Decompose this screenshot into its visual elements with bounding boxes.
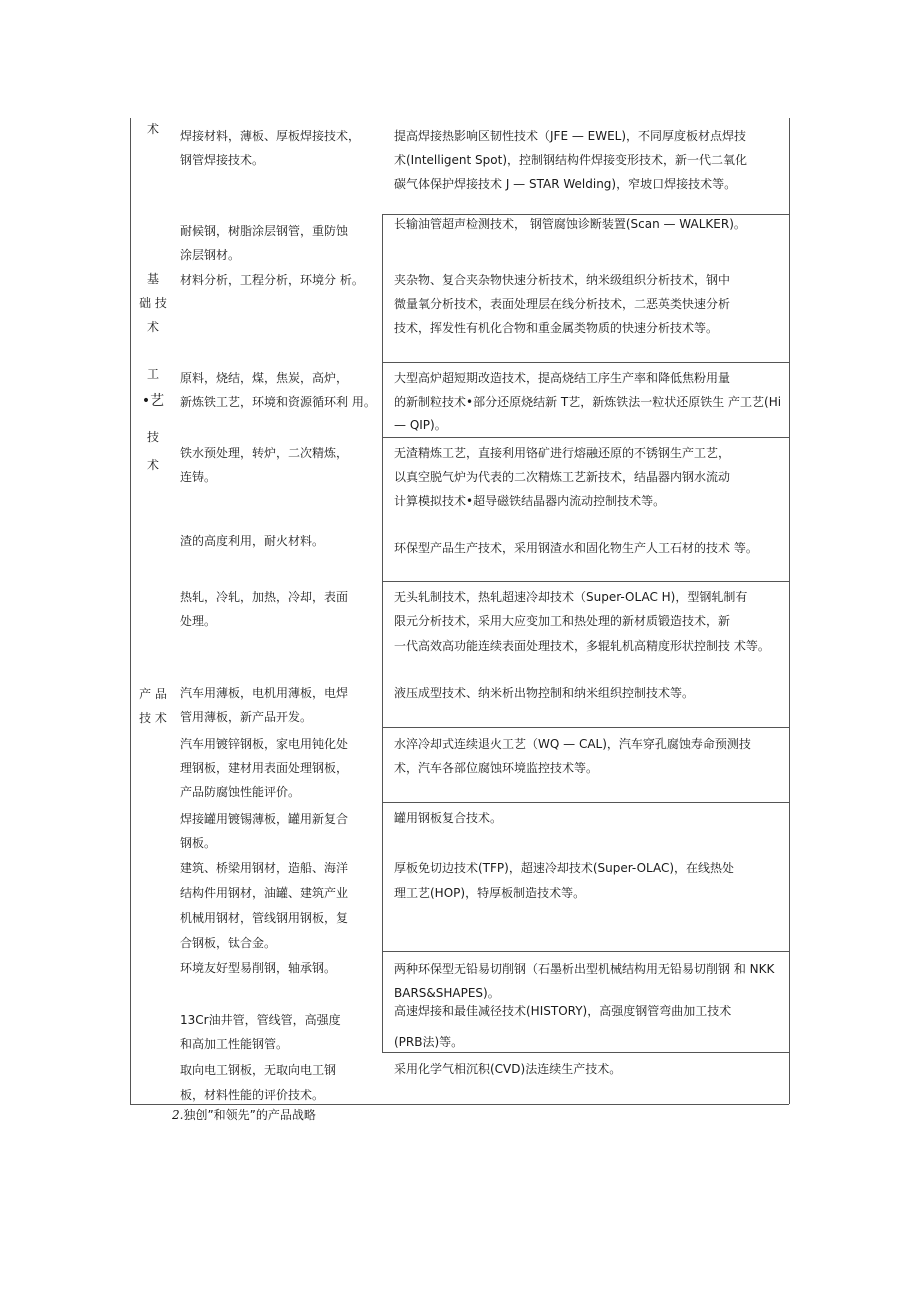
row-rule: [382, 362, 789, 363]
mid-cell-line: 合钢板，钛合金。: [180, 936, 277, 950]
right-cell-line: 罐用钢板复合技术。: [394, 811, 503, 825]
category-product-2: 技 术: [139, 711, 167, 725]
right-cell-line: 两种环保型无铅易切削钢（石墨析出型机械结构用无铅易切削钢 和 NKK: [394, 962, 775, 976]
mid-cell-line: 结构件用钢材，油罐、建筑产业: [180, 886, 349, 900]
category-process-3: 技: [146, 430, 159, 444]
mid-cell-line: 涂层钢材。: [180, 248, 241, 262]
row-rule: [382, 802, 789, 803]
mid-cell-line: 板，材料性能的评价技术。: [180, 1088, 325, 1102]
column-divider: [382, 214, 383, 1052]
mid-cell-line: 环境友好型易削钢，轴承钢。: [180, 961, 337, 975]
mid-cell-line: 建筑、桥梁用钢材，造船、海洋: [180, 861, 349, 875]
mid-cell-line: 产品防腐蚀性能评价。: [180, 785, 301, 799]
table-right-border: [789, 118, 790, 1104]
mid-cell-line: 耐候钢，树脂涂层钢管，重防蚀: [180, 224, 349, 238]
row-rule: [382, 951, 789, 952]
category-product-1: 产 品: [139, 687, 167, 701]
category-process-4: 术: [146, 458, 159, 472]
mid-cell-line: 机械用钢材，管线钢用钢板，复: [180, 911, 349, 925]
mid-cell-line: 焊接材料，薄板、厚板焊接技术，: [180, 129, 361, 143]
mid-cell-line: 新炼铁工艺，环境和资源循环利 用。: [180, 395, 376, 409]
mid-cell-line: 13Cr油井管，管线管，高强度: [180, 1013, 341, 1027]
mid-cell-line: 铁水预处理，转炉，二次精炼，: [180, 446, 349, 460]
mid-cell-line: 渣的高度利用，耐火材料。: [180, 534, 325, 548]
category-basic-2: 础 技: [139, 296, 167, 310]
category-process-1: 工: [146, 367, 159, 381]
mid-cell-line: 钢板。: [180, 836, 217, 850]
right-cell-line: 一代高效高功能连续表面处理技术，多辊轧机高精度形状控制技 术等。: [394, 639, 770, 653]
category-cont-label: 术: [146, 122, 159, 136]
mid-cell-line: 钢管焊接技术。: [180, 153, 265, 167]
right-cell-line: 水淬冷却式连续退火工艺（WQ — CAL)，汽车穿孔腐蚀寿命预测技: [394, 737, 751, 751]
mid-cell-line: 和高加工性能钢管。: [180, 1037, 289, 1051]
mid-cell-line: 汽车用镀锌钢板，家电用钝化处: [180, 737, 349, 751]
right-cell-line: 术，汽车各部位腐蚀环境监控技术等。: [394, 761, 599, 775]
right-cell-line: 微量氧分析技术，表面处理层在线分析技术，二恶英类快速分析: [394, 297, 731, 311]
right-cell-line: 的新制粒技术•部分还原烧结新 T艺，新炼铁法一粒状还原铁生 产工艺(Hi: [394, 395, 782, 409]
right-cell-line: 液压成型技术、纳米析出物控制和纳米组织控制技术等。: [394, 686, 695, 700]
category-process-2: •艺: [141, 393, 165, 409]
mid-cell-line: 热轧，冷轧，加热，冷却，表面: [180, 590, 349, 604]
caption-number: 2.: [172, 1108, 184, 1122]
mid-cell-line: 管用薄板，新产品开发。: [180, 710, 313, 724]
mid-cell-line: 理钢板，建材用表面处理钢板，: [180, 761, 349, 775]
right-cell-line: 术(Intelligent Spot)，控制钢结构件焊接变形技术，新一代二氧化: [394, 153, 748, 167]
right-cell-line: 厚板免切边技术(TFP)，超速冷却技术(Super-OLAC)，在线热处: [394, 861, 735, 875]
mid-cell-line: 焊接罐用镀锡薄板，罐用新复合: [180, 812, 349, 826]
right-cell-line: 以真空脱气炉为代表的二次精炼工艺新技术，结晶器内钢水流动: [394, 470, 731, 484]
right-cell-line: BARS&SHAPES)。: [394, 986, 500, 1000]
mid-cell-line: 材料分析，工程分析，环境分 析。: [180, 273, 364, 287]
mid-cell-line: 取向电工钢板，无取向电工钢: [180, 1063, 337, 1077]
right-cell-line: 采用化学气相沉积(CVD)法连续生产技术。: [394, 1062, 622, 1076]
right-cell-line: 技术，挥发性有机化合物和重金属类物质的快速分析技术等。: [394, 321, 719, 335]
right-cell-line: 无头轧制技术，热轧超速冷却技术（Super-OLAC H)，型钢轧制有: [394, 590, 748, 604]
table-left-border: [130, 118, 131, 1104]
mid-cell-line: 处理。: [180, 614, 217, 628]
right-cell-line: 高速焊接和最佳减径技术(HISTORY)，高强度钢管弯曲加工技术: [394, 1004, 732, 1018]
right-cell-line: 限元分析技术，采用大应变加工和热处理的新材质锻造技术，新: [394, 614, 731, 628]
right-cell-line: (PRB法)等。: [394, 1035, 464, 1049]
row-rule: [382, 437, 789, 438]
row-rule: [382, 581, 789, 582]
mid-cell-line: 原料，烧结，煤，焦炭，高炉，: [180, 371, 349, 385]
right-cell-line: 环保型产品生产技术，采用钢渣水和固化物生产人工石材的技术 等。: [394, 541, 758, 555]
right-cell-line: 计算模拟技术•超导磁铁结晶器内流动控制技术等。: [394, 494, 666, 508]
right-cell-line: 无渣精炼工艺，直接利用铬矿进行熔融还原的不锈钢生产工艺，: [394, 446, 731, 460]
category-basic-1: 基: [146, 272, 159, 286]
right-cell-line: 碳气体保护焊接技术 J — STAR Welding)，窄坡口焊接技术等。: [394, 177, 737, 191]
mid-cell-line: 连铸。: [180, 470, 217, 484]
caption-text: 独创”和领先”的产品战略: [183, 1108, 316, 1122]
mid-cell-line: 汽车用薄板，电机用薄板，电焊: [180, 686, 349, 700]
right-cell-line: 大型高炉超短期改造技术，提高烧结工序生产率和降低焦粉用量: [394, 371, 731, 385]
right-cell-line: 理工艺(HOP)，特厚板制造技术等。: [394, 886, 586, 900]
row-rule: [382, 727, 789, 728]
right-cell-line: — QIP)。: [394, 418, 447, 432]
section-caption: [172, 1106, 316, 1124]
right-cell-line: 夹杂物、复合夹杂物快速分析技术，纳米级组织分析技术，钢中: [394, 273, 731, 287]
right-cell-line: 长输油管超声检测技术， 钢管腐蚀诊断装置(Scan — WALKER)。: [394, 217, 746, 231]
category-basic-3: 术: [146, 320, 159, 334]
right-cell-line: 提高焊接热影响区韧性技术（JFE — EWEL)，不同厚度板材点焊技: [394, 129, 747, 143]
